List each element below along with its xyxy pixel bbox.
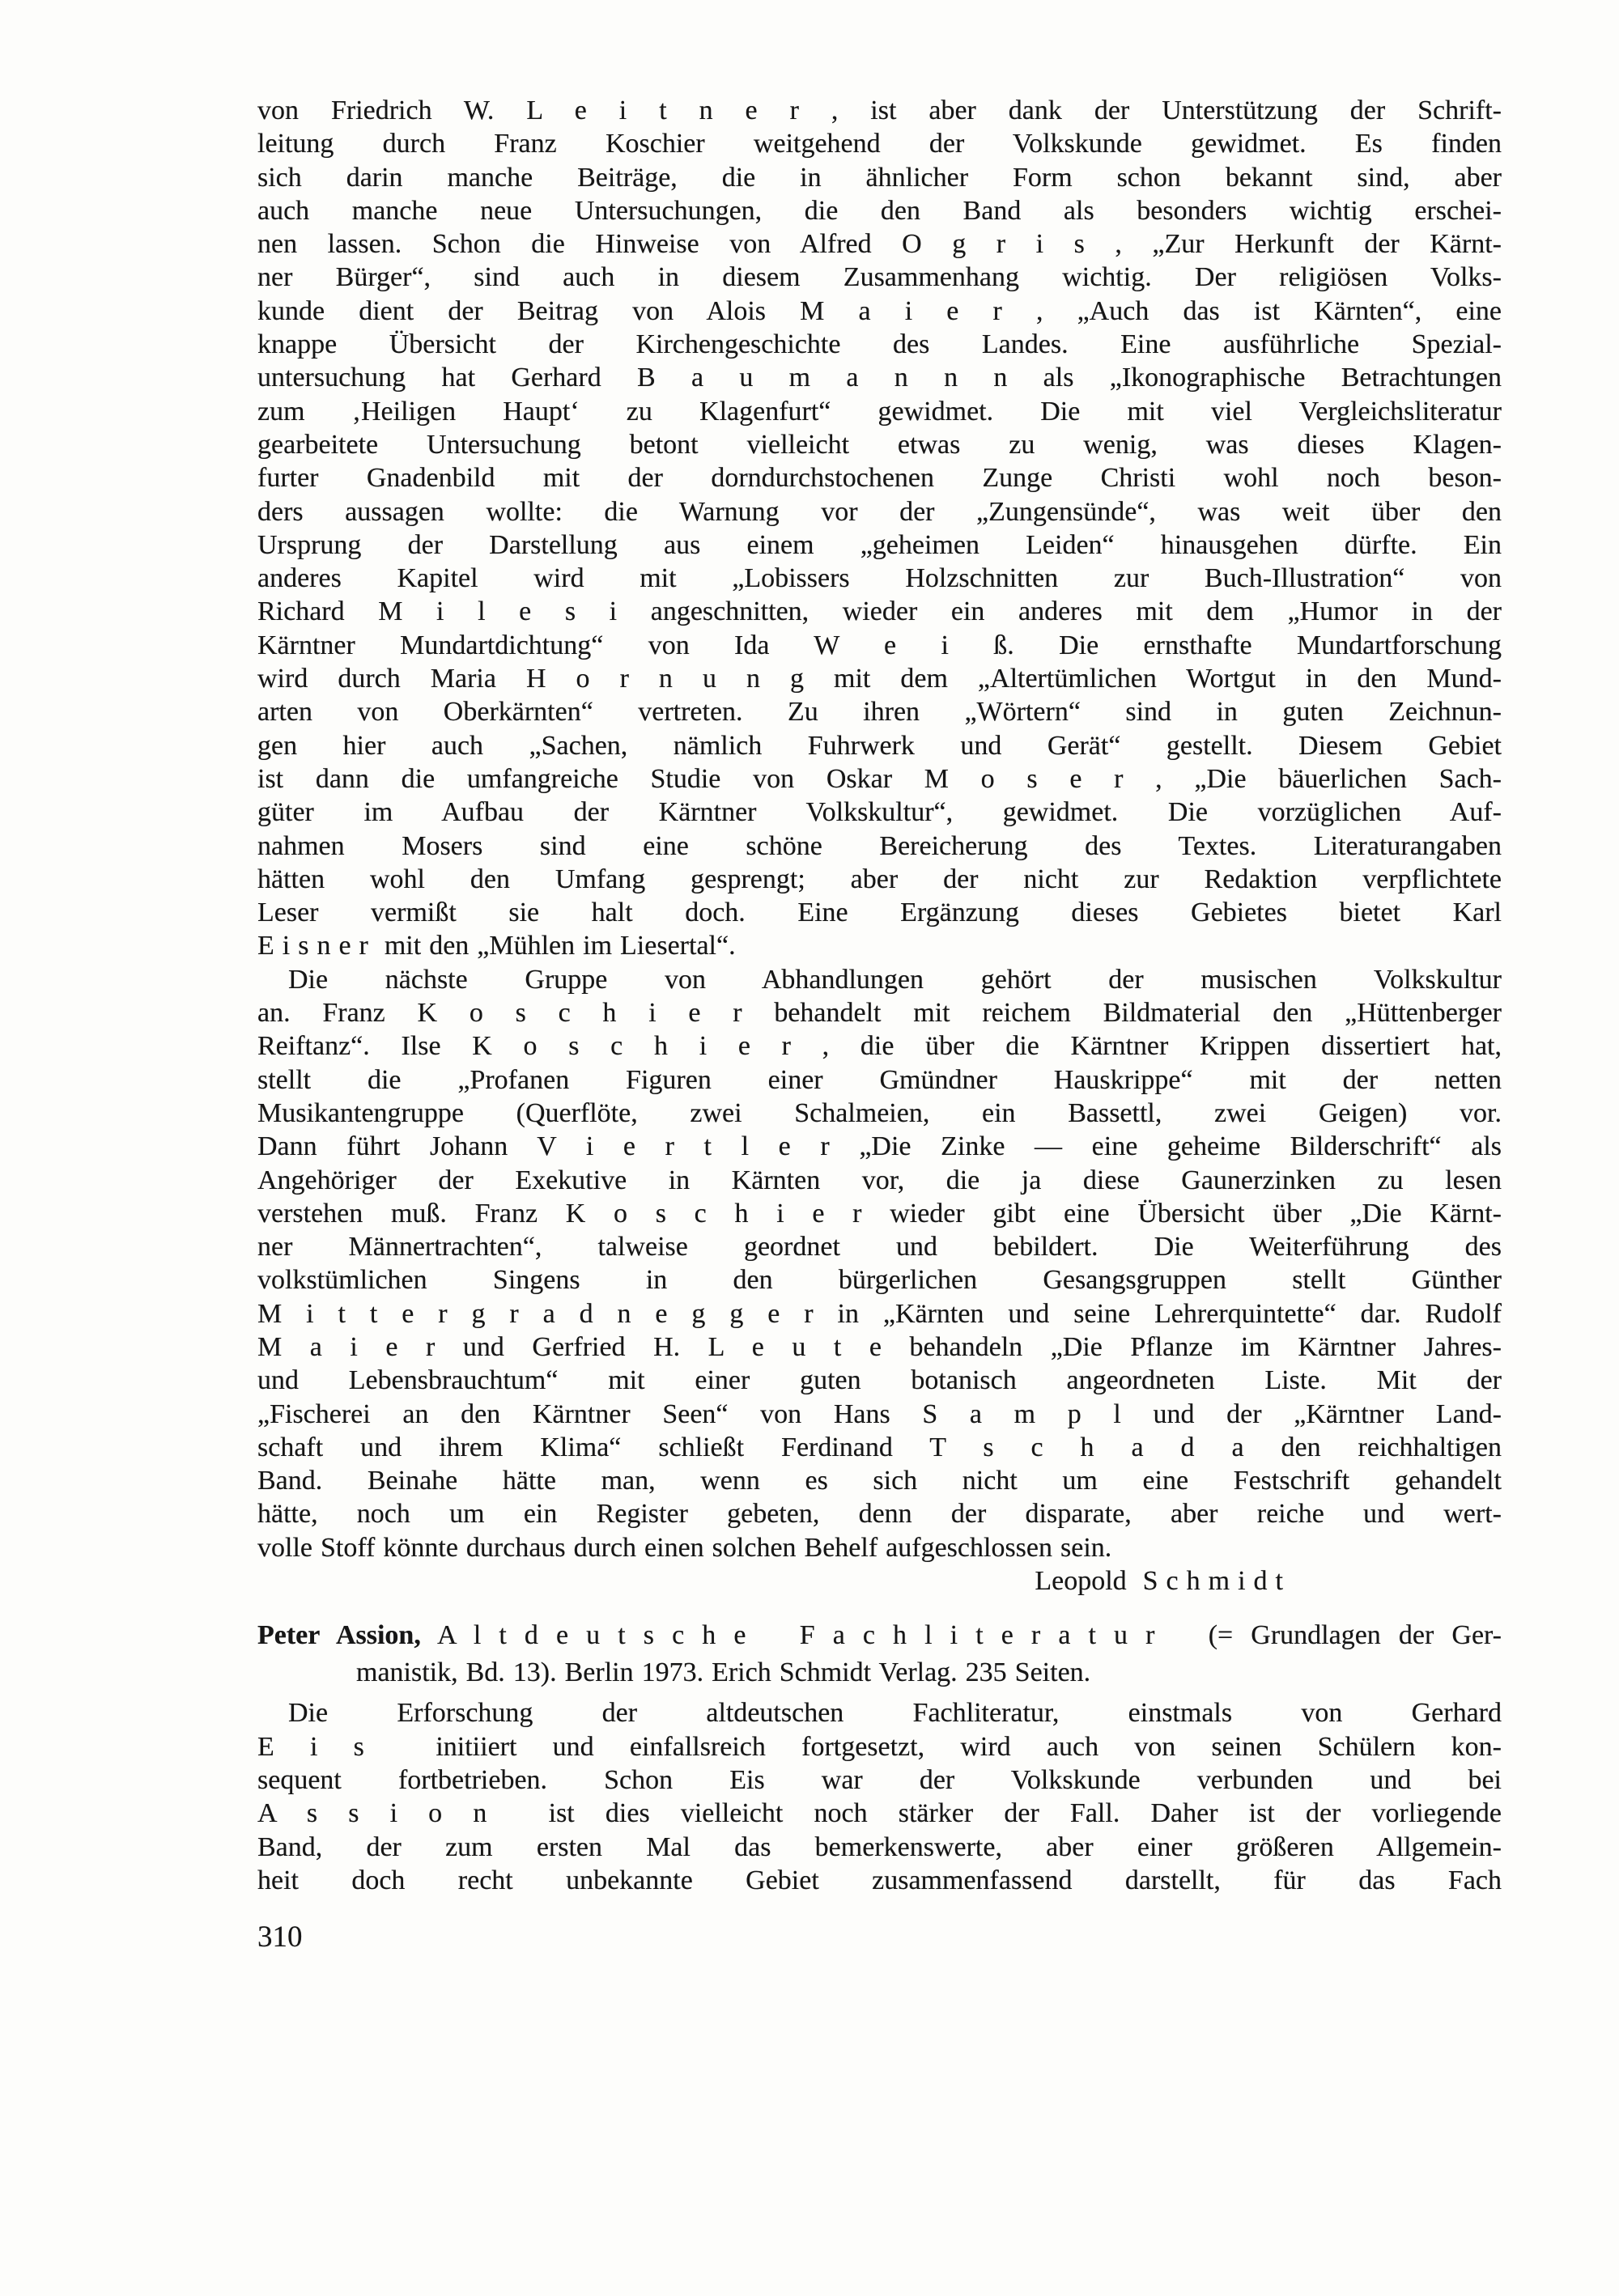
text-line: Die nächste Gruppe von Abhandlungen gehört der musischen Volkskultur [288,964,1502,995]
text-line: ist dann die umfangreiche Studie von Oskar M o s e r , „Die bäuerlichen Sach- [257,763,1502,794]
text-line: arten von Oberkärnten“ vertreten. Zu ihren „Wörtern“ sind in guten Zeichnun- [257,697,1502,728]
text-line: Reiftanz“. Ilse K o s c h i e r , die über die Kärntner Krippen dissertiert hat, [257,1031,1502,1062]
text-line: Musikantengruppe (Querflöte, zwei Schalmeien, ein Bassettl, zwei Geigen) vor. [257,1097,1502,1128]
review2-heading [257,1617,1502,1691]
review2-paragraph-1 [257,1696,1502,1897]
text-line: volle Stoff könnte durchaus durch einen solchen Behelf aufgeschlossen sein. [257,1532,1112,1563]
text-line: ders aussagen wollte: die Warnung vor der „Zungensünde“, was weit über den [257,496,1502,527]
text-line: knappe Übersicht der Kirchengeschichte des Landes. Eine ausführliche Spezial- [257,329,1502,360]
text-line: nen lassen. Schon die Hinweise von Alfred O g r i s , „Zur Herkunft der Kärnt- [257,229,1502,260]
text-line: untersuchung hat Gerhard B a u m a n n n als „Ikonographische Betrachtungen [257,363,1502,393]
text-line: verstehen muß. Franz K o s c h i e r wieder gibt eine Übersicht über „Die Kärnt- [257,1198,1502,1229]
text-line: volkstümlichen Singens in den bürgerlichen Gesangsgruppen stellt Günther [257,1265,1502,1296]
reviewer-signature: Leopold S c h m i d t [1035,1566,1283,1597]
text-line: kunde dient der Beitrag von Alois M a i e r , „Auch das ist Kärnten“, eine [257,295,1502,326]
review1-paragraph-2 [257,963,1502,1564]
text-line: Band, der zum ersten Mal das bemerkenswerte, aber einer größeren Allgemein- [257,1831,1502,1862]
text-line: ner Männertrachten“, talweise geordnet und bebildert. Die Weiterführung des [257,1232,1502,1263]
text-line: wird durch Maria H o r n u n g mit dem „Altertümlichen Wortgut in den Mund- [257,664,1502,694]
review-title-spaced: A l t d e u t s c h e F a c h l i t e r a t u r (= Grundlagen der Ger- [420,1620,1502,1651]
lines-group [257,1730,1502,1897]
text-line: hätten wohl den Umfang gesprengt; aber der nicht zur Redaktion verpflichtete [257,864,1502,894]
text-line: Kärntner Mundartdichtung“ von Ida W e i ß. Die ernsthafte Mundartforschung [257,630,1502,660]
text-line: sequent fortbetrieben. Schon Eis war der Volkskunde verbunden und bei [257,1764,1502,1795]
text-line: schaft und ihrem Klima“ schließt Ferdinand T s c h a d a den reichhaltigen [257,1432,1502,1462]
text-line: gearbeitete Untersuchung betont vielleicht etwas zu wenig, was dieses Klagen- [257,429,1502,460]
lines-group [257,94,1502,929]
text-line: M a i e r und Gerfried H. L e u t e behandeln „Die Pflanze im Kärntner Jahres- [257,1331,1502,1362]
text-line: Leser vermißt sie halt doch. Eine Ergänzung dieses Gebietes bietet Karl [257,898,1502,928]
text-line: leitung durch Franz Koschier weitgehend der Volkskunde gewidmet. Es finden [257,129,1502,159]
review1-paragraph-1 [257,94,1502,963]
text-line: sich darin manche Beiträge, die in ähnlicher Form schon bekannt sind, aber [257,162,1502,193]
page-number: 310 [257,1920,303,1954]
text-line: nahmen Mosers sind eine schöne Bereicherung des Textes. Literaturangaben [257,830,1502,861]
review-author-name: Peter Assion, [257,1620,421,1651]
heading-line-2: manistik, Bd. 13). Berlin 1973. Erich Schmidt Verlag. 235 Seiten. [356,1657,1091,1688]
text-line: von Friedrich W. L e i t n e r , ist aber dank der Unterstützung der Schrift- [257,95,1502,125]
text-line: stellt die „Profanen Figuren einer Gmündner Hauskrippe“ mit der netten [257,1064,1502,1095]
text-line: heit doch recht unbekannte Gebiet zusammenfassend darstellt, für das Fach [257,1865,1502,1895]
text-line: hätte, noch um ein Register gebeten, denn der disparate, aber reiche und wert- [257,1499,1502,1530]
text-line: an. Franz K o s c h i e r behandelt mit reichem Bildmaterial den „Hüttenberger [257,998,1502,1029]
text-line: Angehöriger der Exekutive in Kärnten vor, die ja diese Gaunerzinken zu lesen [257,1165,1502,1195]
text-column [257,94,1502,1897]
text-line: anderes Kapitel wird mit „Lobissers Holzschnitten zur Buch-Illustration“ von [257,563,1502,594]
text-line: furter Gnadenbild mit der dorndurchstochenen Zunge Christi wohl noch beson- [257,463,1502,494]
text-line: E i s n e r mit den „Mühlen im Liesertal“. [257,931,736,961]
text-line: Ursprung der Darstellung aus einem „geheimen Leiden“ hinausgehen dürfte. Ein [257,529,1502,560]
text-line: zum ‚Heiligen Haupt‘ zu Klagenfurt“ gewidmet. Die mit viel Vergleichsliteratur [257,396,1502,427]
text-line: ner Bürger“, sind auch in diesem Zusammenhang wichtig. Der religiösen Volks- [257,262,1502,293]
text-line: güter im Aufbau der Kärntner Volkskultur“, gewidmet. Die vorzüglichen Auf- [257,797,1502,828]
text-line: Richard M i l e s i angeschnitten, wieder ein anderes mit dem „Humor in der [257,596,1502,627]
text-line: „Fischerei an den Kärntner Seen“ von Hans S a m p l und der „Kärntner Land- [257,1398,1502,1429]
text-line: auch manche neue Untersuchungen, die den Band als besonders wichtig erschei- [257,195,1502,226]
text-line: gen hier auch „Sachen, nämlich Fuhrwerk und Gerät“ gestellt. Diesem Gebiet [257,730,1502,761]
text-line: Band. Beinahe hätte man, wenn es sich nicht um eine Festschrift gehandelt [257,1466,1502,1496]
text-line: Dann führt Johann V i e r t l e r „Die Zinke — eine geheime Bilderschrift“ als [257,1131,1502,1162]
heading-line-1 [257,1617,1502,1654]
text-line: und Lebensbrauchtum“ mit einer guten botanisch angeordneten Liste. Mit der [257,1365,1502,1396]
text-line: Die Erforschung der altdeutschen Fachliteratur, einstmals von Gerhard [288,1698,1502,1729]
text-line: A s s i o n ist dies vielleicht noch stärker der Fall. Daher ist der vorliegende [257,1798,1502,1829]
lines-group [257,996,1502,1531]
text-line: E i s initiiert und einfallsreich fortgesetzt, wird auch von seinen Schülern kon- [257,1731,1502,1762]
text-line: M i t t e r g r a d n e g g e r in „Kärnten und seine Lehrerquintette“ dar. Rudolf [257,1298,1502,1329]
